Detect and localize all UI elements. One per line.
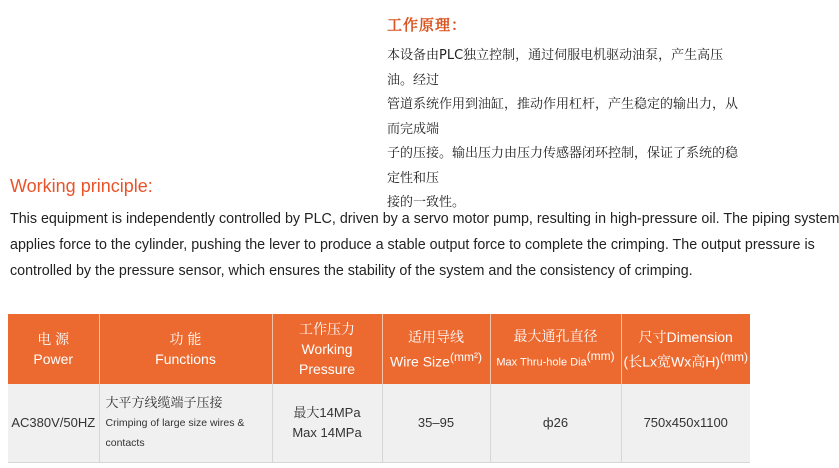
header-dimension-cn: 尺寸Dimension [638, 328, 733, 345]
header-pressure-cn: 工作压力 [299, 321, 355, 337]
spec-table [8, 314, 750, 463]
english-line: applies force to the cylinder, pushing the lever to produce a stable output force to complete the crimping. The output pressure is [10, 237, 815, 253]
chinese-line: 管道系统作用到油缸，推动作用杠杆，产生稳定的输出力，从而完成端 [387, 97, 739, 137]
header-functions-cn: 功 能 [169, 331, 202, 347]
english-description [10, 206, 839, 284]
chinese-description [387, 44, 743, 216]
header-functions-en: Functions [155, 351, 216, 367]
cell-power: AC380V/50HZ [8, 384, 99, 463]
header-wire-size [382, 314, 490, 384]
header-power-cn: 电 源 [37, 331, 70, 347]
header-wire-en: Wire Size [390, 353, 450, 370]
header-thru-hole-en: Max Thru-hole Dia [496, 356, 587, 369]
cell-functions [99, 384, 272, 463]
chinese-line: 接的一致性。 [387, 195, 466, 210]
spec-table-row [8, 384, 750, 463]
header-wire-cn: 适用导线 [408, 328, 464, 345]
header-dimension [621, 314, 750, 384]
chinese-line: 子的压接。输出压力由压力传感器闭环控制，保证了系统的稳定性和压 [387, 146, 739, 186]
header-wire-unit: (mm²) [449, 349, 482, 364]
header-functions [99, 314, 272, 384]
chinese-line: 本设备由PLC独立控制，通过伺服电机驱动油泵，产生高压油。经过 [387, 48, 724, 88]
header-power-en: Power [33, 351, 74, 367]
header-dimension-en: (长Lx宽Wx高H) [623, 353, 720, 370]
chinese-section-title: 工作原理： [387, 16, 468, 34]
header-pressure-en: Working Pressure [298, 341, 356, 377]
cell-thru-hole: ф26 [490, 384, 621, 463]
english-line: controlled by the pressure sensor, which ensures the stability of the system and the consistency of crimping. [10, 263, 693, 279]
cell-function-cn: 大平方线缆端子压接 [105, 395, 223, 410]
cell-function-en: Crimping of large size wires & contacts [105, 417, 245, 449]
header-thru-hole [490, 314, 621, 384]
spec-table-header-row [8, 314, 750, 384]
header-power [8, 314, 99, 384]
cell-dimension: 750x450x1100 [621, 384, 750, 463]
cell-pressure-en: Max 14MPa [292, 425, 362, 440]
cell-pressure-cn: 最大14MPa [293, 405, 361, 420]
header-thru-hole-cn: 最大通孔直径 [513, 327, 598, 344]
cell-wire-size: 35–95 [382, 384, 490, 463]
header-dimension-unit: (mm) [719, 349, 748, 364]
header-working-pressure [272, 314, 382, 384]
cell-working-pressure [272, 384, 382, 463]
english-section-title: Working principle: [10, 176, 153, 196]
english-line: This equipment is independently controlled by PLC, driven by a servo motor pump, resulting in high-pressure oil. The piping system [10, 211, 839, 227]
header-thru-hole-unit: (mm) [586, 348, 615, 363]
